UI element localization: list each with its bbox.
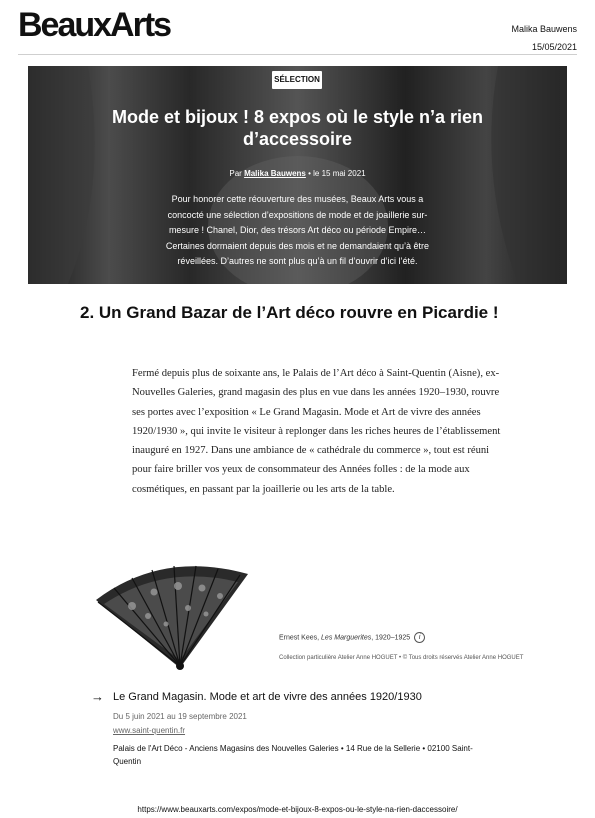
hero-banner: [28, 66, 567, 284]
image-copyright: Collection particulière Atelier Anne HOGUET • © Tous droits réservés Atelier Anne HOGUET: [279, 655, 524, 661]
hero-title: Mode et bijoux ! 8 expos où le style n’a rien d’accessoire: [111, 107, 484, 149]
event-dates: Du 5 juin 2021 au 19 septembre 2021: [113, 712, 247, 721]
header-byline: [511, 20, 577, 56]
article-body: Fermé depuis plus de soixante ans, le Palais de l’Art déco à Saint-Quentin (Aisne), ex-Nouvelles Galeries, grand magasin des plus en vue dans les années 1920–1930, rouvre ses portes avec l’exposition « Le Grand Magasin. Mode et Art de vivre des années 1920/1930 », qui invite le visiteur à replonger dans les riches heures de l’établissement inauguré en 1927. Dans une ambiance de « cathédrale du commerce », tout est réuni pour faire briller vos yeux de consommateur des Années folles : de la mode aux cosmétiques, en passant par la joaillerie ou les arts de la table.: [132, 368, 501, 495]
image-caption: [279, 632, 569, 643]
footer-url[interactable]: https://www.beauxarts.com/expos/mode-et-bijoux-8-expos-ou-le-style-na-rien-daccessoire/: [137, 805, 458, 814]
caption-author: Ernest Kees,: [279, 634, 322, 642]
event-website-link[interactable]: www.saint-quentin.fr: [113, 726, 186, 735]
fan-image: [92, 560, 252, 676]
hero-description: Pour honorer cette réouverture des musées, Beaux Arts vous a concocté une sélection d’expositions de mode et de joaillerie sur-mesure ! Chanel, Dior, des trésors Art déco ou période Empire… Certaines dormaient depuis des mois et ne demandaient qu’à être réveillées. D’autres ne sont plus qu’à un fil d’ouvrir d’ici l’été.: [165, 194, 430, 266]
caption-date: , 1920–1925: [371, 634, 411, 642]
event-title[interactable]: Le Grand Magasin. Mode et art de vivre des années 1920/1930: [113, 691, 422, 703]
arrow-right-icon: →: [91, 689, 104, 704]
info-icon[interactable]: i: [414, 632, 425, 643]
selection-badge[interactable]: SÉLECTION: [272, 71, 322, 89]
hero-meta: [28, 169, 567, 178]
site-logo[interactable]: BeauxArts: [18, 6, 171, 44]
caption-work: Les Marguerites: [321, 634, 372, 642]
page-header: [18, 0, 577, 55]
event-address: Palais de l'Art Déco - Anciens Magasins des Nouvelles Galeries • 14 Rue de la Sellerie • 02100 Saint-Quentin: [113, 744, 473, 766]
header-date: 15/05/2021: [531, 42, 577, 52]
meta-prefix: Par: [229, 169, 245, 178]
section-title: 2. Un Grand Bazar de l’Art déco rouvre en Picardie !: [80, 303, 499, 322]
meta-date: • le 15 mai 2021: [305, 169, 366, 178]
header-author: Malika Bauwens: [511, 24, 577, 34]
meta-author-link[interactable]: Malika Bauwens: [244, 169, 306, 178]
hero-content: [28, 66, 567, 284]
